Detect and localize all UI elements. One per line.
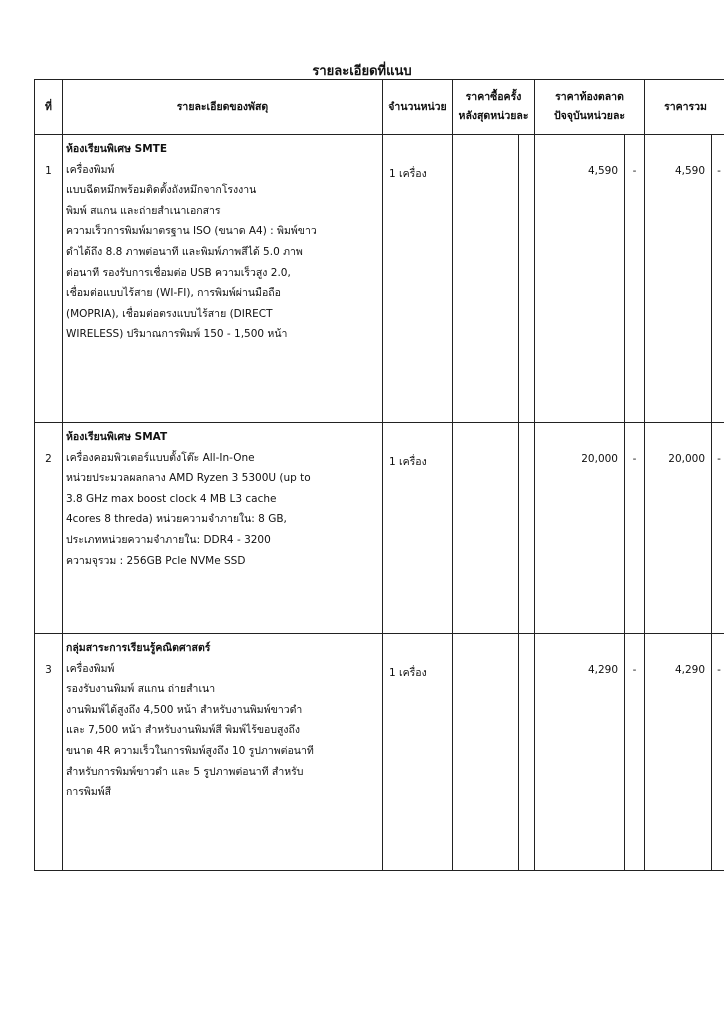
row-number: 3 xyxy=(35,634,63,871)
header-row xyxy=(35,80,724,135)
total-price-satang: - xyxy=(712,423,724,634)
market-price: 4,590 xyxy=(535,135,625,423)
last-price-cell xyxy=(453,634,519,871)
desc-line: ดำได้ถึง 8.8 ภาพต่อนาที และพิมพ์ภาพสีได้ 5.0 ภาพ xyxy=(66,245,303,258)
total-price: 4,290 xyxy=(645,634,712,871)
total-price: 20,000 xyxy=(645,423,712,634)
desc-line: ความจุรวม : 256GB Pcle NVMe SSD xyxy=(66,554,246,567)
desc-line: (MOPRIA), เชื่อมต่อตรงแบบไร้สาย (DIRECT xyxy=(66,307,273,320)
desc-line: การพิมพ์สี xyxy=(66,786,112,799)
last-price-satang-cell xyxy=(519,135,535,423)
row-quantity: 1 เครื่อง xyxy=(383,135,453,423)
total-price: 4,590 xyxy=(645,135,712,423)
desc-line: ประเภทหน่วยความจำภายใน: DDR4 - 3200 xyxy=(66,533,271,546)
row-number: 2 xyxy=(35,423,63,634)
last-price-cell xyxy=(453,423,519,634)
market-price-satang: - xyxy=(625,634,645,871)
row-heading: ห้องเรียนพิเศษ SMAT xyxy=(66,431,168,443)
desc-line: หน่วยประมวลผลกลาง AMD Ryzen 3 5300U (up to xyxy=(66,472,311,485)
row-heading: ห้องเรียนพิเศษ SMTE xyxy=(66,143,168,155)
document-title: รายละเอียดที่แนบ xyxy=(312,64,412,79)
market-price: 20,000 xyxy=(535,423,625,634)
last-price-satang-cell xyxy=(519,634,535,871)
header-description: รายละเอียดของพัสดุ xyxy=(63,80,383,135)
row-number: 1 xyxy=(35,135,63,423)
row-description xyxy=(63,135,383,423)
total-price-satang: - xyxy=(712,634,724,871)
desc-line: และ 7,500 หน้า สำหรับงานพิมพ์สี พิมพ์ไร้ขอบสูงถึง xyxy=(66,724,301,737)
table-row xyxy=(35,135,724,423)
desc-line: ขนาด 4R ความเร็วในการพิมพ์สูงถึง 10 รูปภาพต่อนาที xyxy=(66,744,314,757)
table-row xyxy=(35,423,724,634)
desc-line: ต่อนาที รองรับการเชื่อมต่อ USB ความเร็วสูง 2.0, xyxy=(66,266,291,279)
total-price-satang: - xyxy=(712,135,724,423)
market-price-satang: - xyxy=(625,135,645,423)
desc-line: 3.8 GHz max boost clock 4 MB L3 cache xyxy=(66,492,277,505)
header-total: ราคารวม xyxy=(645,80,724,135)
market-price: 4,290 xyxy=(535,634,625,871)
desc-line: รองรับงานพิมพ์ สแกน ถ่ายสำเนา xyxy=(66,683,216,696)
row-heading: กลุ่มสาระการเรียนรู้คณิตศาสตร์ xyxy=(66,642,211,654)
desc-line: แบบฉีดหมึกพร้อมติดตั้งถังหมึกจากโรงงาน xyxy=(66,184,257,197)
last-price-satang-cell xyxy=(519,423,535,634)
desc-line: เครื่องพิมพ์ xyxy=(66,662,115,675)
row-description xyxy=(63,634,383,871)
desc-line: WIRELESS) ปริมาณการพิมพ์ 150 - 1,500 หน้า xyxy=(66,328,288,341)
desc-line: ความเร็วการพิมพ์มาตรฐาน ISO (ขนาด A4) : พิมพ์ขาว xyxy=(66,225,317,238)
desc-line: 4cores 8 threda) หน่วยความจำภายใน: 8 GB, xyxy=(66,513,287,526)
row-quantity: 1 เครื่อง xyxy=(383,423,453,634)
desc-line: เครื่องคอมพิวเตอร์แบบตั้งโต๊ะ All-In-One xyxy=(66,451,255,464)
row-description xyxy=(63,423,383,634)
desc-line: งานพิมพ์ได้สูงถึง 4,500 หน้า สำหรับงานพิมพ์ขาวดำ xyxy=(66,703,303,716)
header-quantity: จำนวนหน่วย xyxy=(383,80,453,135)
desc-line: เครื่องพิมพ์ xyxy=(66,163,115,176)
header-no: ที่ xyxy=(35,80,63,135)
desc-line: เชื่อมต่อแบบไร้สาย (WI-FI), การพิมพ์ผ่านมือถือ xyxy=(66,287,281,300)
items-table xyxy=(34,79,724,871)
desc-line: สำหรับการพิมพ์ขาวดำ และ 5 รูปภาพต่อนาที สำหรับ xyxy=(66,765,304,778)
last-price-cell xyxy=(453,135,519,423)
header-market-price: ราคาท้องตลาด ปัจจุบันหน่วยละ xyxy=(535,80,645,135)
table-row xyxy=(35,634,724,871)
desc-line: พิมพ์ สแกน และถ่ายสำเนาเอกสาร xyxy=(66,204,221,217)
row-quantity: 1 เครื่อง xyxy=(383,634,453,871)
header-last-price: ราคาซื้อครั้ง หลังสุดหน่วยละ xyxy=(453,80,535,135)
market-price-satang: - xyxy=(625,423,645,634)
